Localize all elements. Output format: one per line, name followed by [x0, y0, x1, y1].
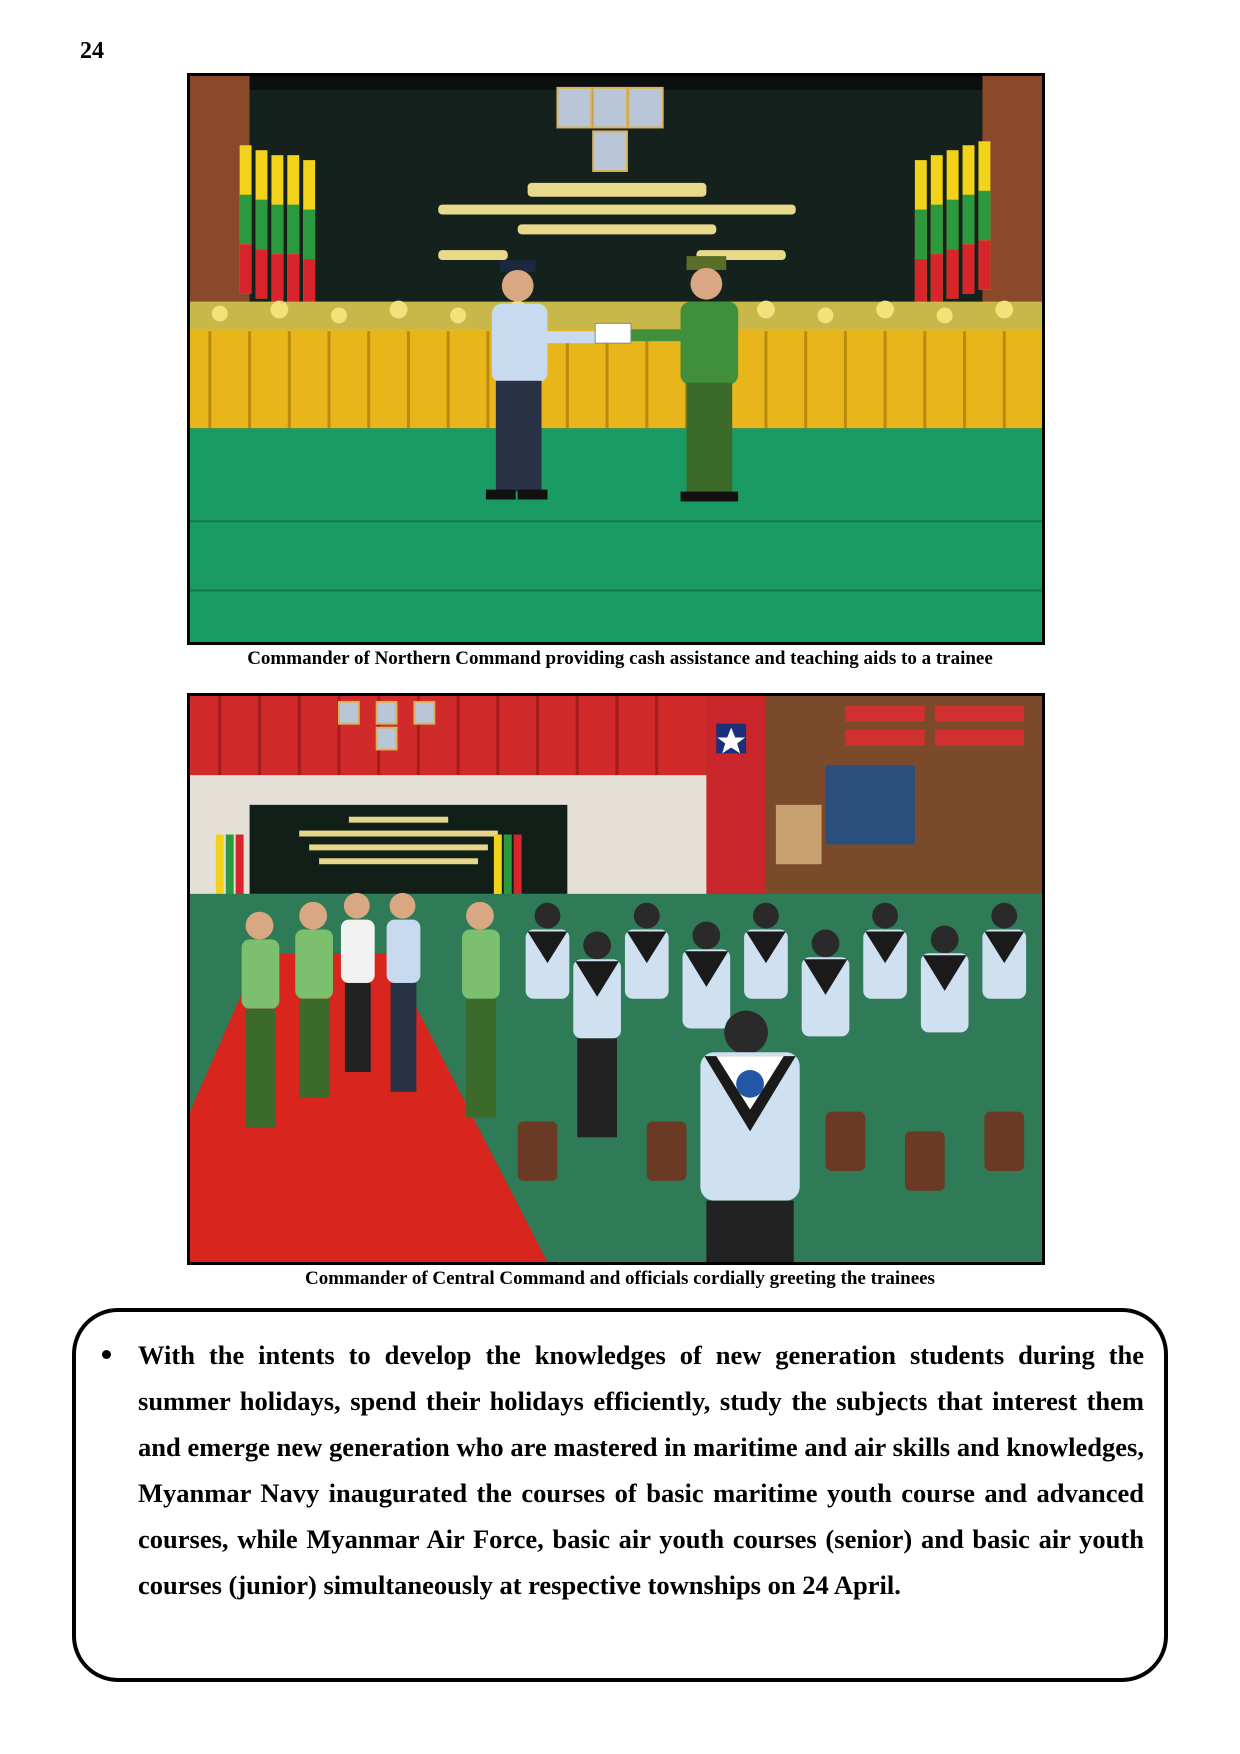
- photo-central-command-greeting: [187, 693, 1045, 1265]
- bullet-icon: [102, 1350, 111, 1359]
- photo-caption-northern-command: Commander of Northern Command providing cash assistance and teaching aids to a trainee: [247, 648, 993, 669]
- page-number: 24: [80, 38, 104, 64]
- summary-paragraph: With the intents to develop the knowledges of new generation students during the summer holidays, spend their holidays efficiently, study the subjects that interest them and emerge new generation who are mastered in maritime and air skills and knowledges, Myanmar Navy inaugurated the courses of basic maritime youth course and advanced courses, while Myanmar Air Force, basic air youth courses (senior) and basic air youth courses (junior) simultaneously at respective townships on 24 April.: [138, 1340, 1144, 1600]
- summary-textbox: [72, 1308, 1168, 1682]
- photo-caption-central-command: Commander of Central Command and officials cordially greeting the trainees: [305, 1268, 935, 1289]
- photo-northern-command-ceremony: [187, 73, 1045, 645]
